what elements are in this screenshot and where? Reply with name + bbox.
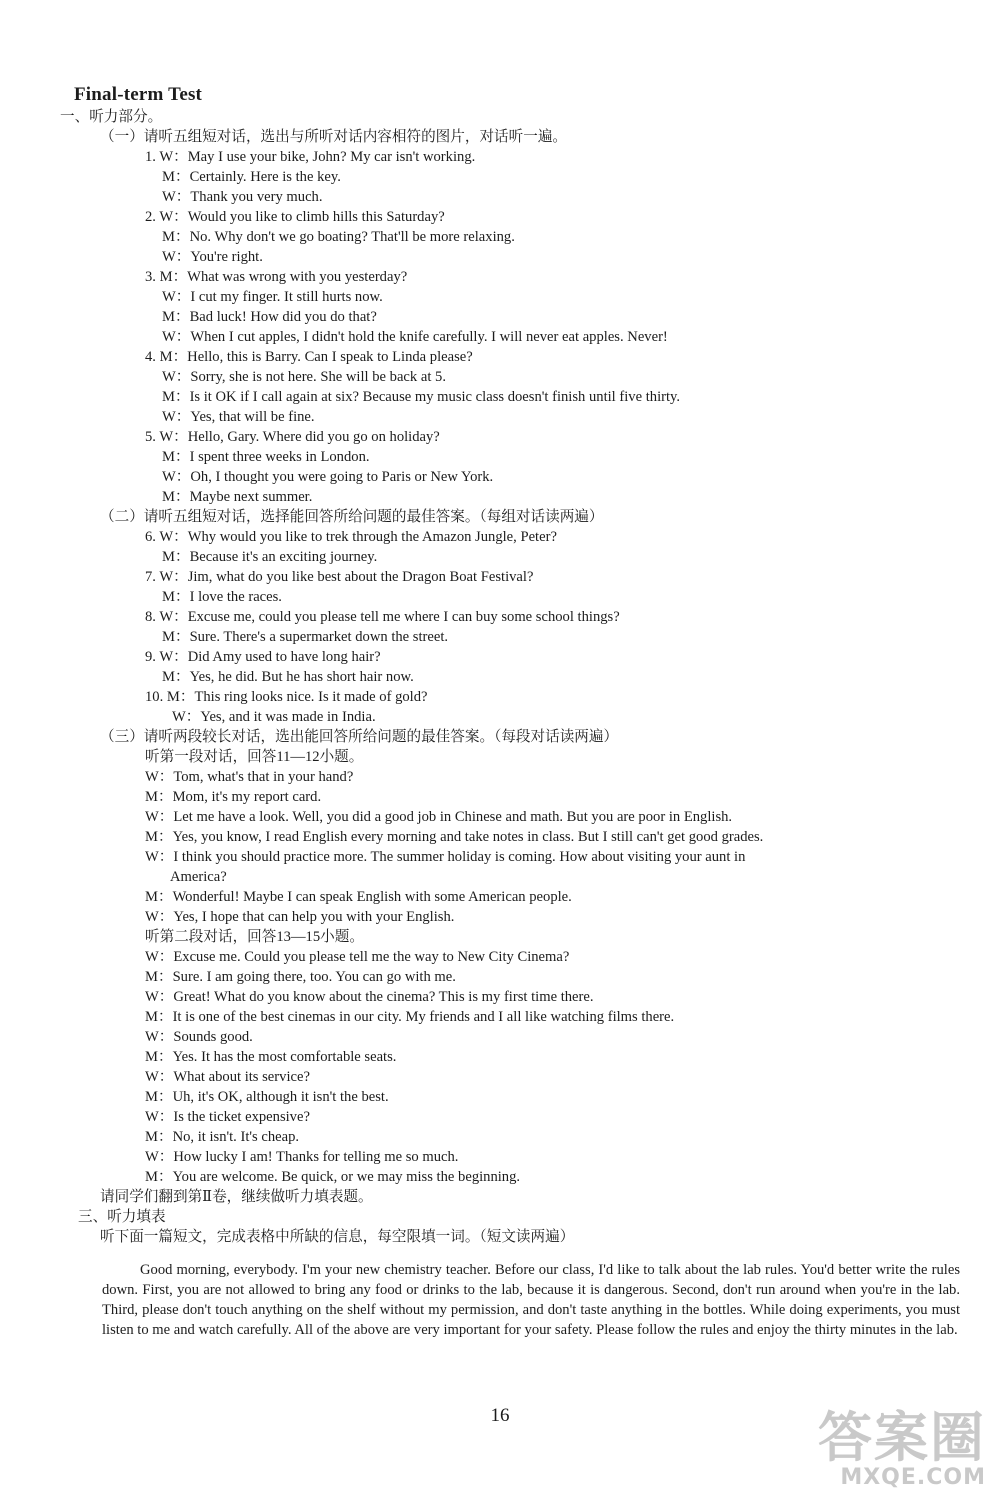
text-line: M：Sure. I am going there, too. You can go with me.: [145, 969, 456, 985]
text-line: M：Is it OK if I call again at six? Because my music class doesn't finish until five thirty.: [162, 389, 681, 405]
text-line: M：Uh, it's OK, although it isn't the best.: [145, 1089, 389, 1105]
text-line: M：It is one of the best cinemas in our city. My friends and I all like watching films there.: [145, 1009, 675, 1025]
watermark-main: 答案圈: [818, 1406, 986, 1469]
text-line: M：Wonderful! Maybe I can speak English with some American people.: [145, 889, 572, 905]
text-line: M：I spent three weeks in London.: [162, 449, 370, 465]
watermark-sub: MXQE.COM: [840, 1465, 986, 1490]
text-line: America?: [170, 869, 227, 885]
text-line: M：Yes, you know, I read English every morning and take notes in class. But I still can't get good grades.: [145, 829, 764, 845]
text-line: M：Sure. There's a supermarket down the street.: [162, 629, 449, 645]
text-line: 9. W：Did Amy used to have long hair?: [145, 649, 381, 665]
text-line: W：Is the ticket expensive?: [145, 1109, 310, 1125]
text-line: 三、听力填表: [78, 1209, 166, 1225]
text-line: W：How lucky I am! Thanks for telling me so much.: [145, 1149, 459, 1165]
text-line: W：Let me have a look. Well, you did a good job in Chinese and math. But you are poor in English.: [145, 809, 733, 825]
text-line: M：Because it's an exciting journey.: [162, 549, 378, 565]
text-line: 一、听力部分。: [60, 109, 163, 125]
text-line: 10. M：This ring looks nice. Is it made of gold?: [145, 689, 428, 705]
text-line: W：Sorry, she is not here. She will be back at 5.: [162, 369, 446, 385]
text-line: W：When I cut apples, I didn't hold the knife carefully. I will never eat apples. Never!: [162, 329, 668, 345]
page-number: 16: [490, 1405, 510, 1426]
text-line: W：Yes, that will be fine.: [162, 409, 315, 425]
text-line: 请同学们翻到第Ⅱ卷，继续做听力填表题。: [100, 1189, 373, 1205]
text-line: 1. W：May I use your bike, John? My car isn't working.: [145, 149, 476, 165]
text-line: M：Bad luck! How did you do that?: [162, 309, 377, 325]
text-line: 4. M：Hello, this is Barry. Can I speak to Linda please?: [145, 349, 473, 365]
text-line: 听第一段对话，回答11—12小题。: [145, 749, 364, 765]
text-line: （三）请听两段较长对话，选出能回答所给问题的最佳答案。（每段对话读两遍）: [100, 729, 619, 745]
text-line: 听第二段对话，回答13—15小题。: [145, 929, 364, 945]
text-line: M：Mom, it's my report card.: [145, 789, 322, 805]
text-line: M：Maybe next summer.: [162, 489, 313, 505]
text-line: W：What about its service?: [145, 1069, 310, 1085]
text-line: （二）请听五组短对话，选择能回答所给问题的最佳答案。（每组对话读两遍）: [100, 509, 604, 525]
text-line: 6. W：Why would you like to trek through the Amazon Jungle, Peter?: [145, 529, 557, 545]
text-line: M：Certainly. Here is the key.: [162, 169, 341, 185]
text-line: W：Tom, what's that in your hand?: [145, 769, 354, 785]
text-line: 听下面一篇短文，完成表格中所缺的信息，每空限填一词。（短文读两遍）: [100, 1229, 575, 1245]
passage-paragraph: Good morning, everybody. I'm your new chemistry teacher. Before our class, I'd like to talk about the lab rules. You'd better write the rules down. First, you are not allowed to bring any food or drinks to the lab, because it is dangerous. Second, don't run around when you're in the lab. Third, please don't touch anything on the shelf without my permission, and don't taste anything in the bottles. While doing experiments, you must listen to me and watch carefully. All of the above are very important for your safety. Please follow the rules and enjoy the thirty minutes in the lab.: [102, 1262, 960, 1338]
text-line: M：Yes. It has the most comfortable seats.: [145, 1049, 397, 1065]
text-line: M：No. Why don't we go boating? That'll be more relaxing.: [162, 229, 515, 245]
text-line: W：Yes, I hope that can help you with your English.: [145, 909, 455, 925]
text-line: 8. W：Excuse me, could you please tell me where I can buy some school things?: [145, 609, 620, 625]
text-line: W：Yes, and it was made in India.: [172, 709, 376, 725]
text-line: 5. W：Hello, Gary. Where did you go on holiday?: [145, 429, 440, 445]
text-line: （一）请听五组短对话，选出与所听对话内容相符的图片，对话听一遍。: [100, 129, 568, 145]
watermark-logo: [818, 1406, 986, 1490]
text-line: 2. W：Would you like to climb hills this Saturday?: [145, 209, 445, 225]
text-line: M：No, it isn't. It's cheap.: [145, 1129, 300, 1145]
text-line: W：Excuse me. Could you please tell me the way to New City Cinema?: [145, 949, 570, 965]
text-line: W：You're right.: [162, 249, 263, 265]
text-line: M：You are welcome. Be quick, or we may miss the beginning.: [145, 1169, 521, 1185]
text-line: W：Oh, I thought you were going to Paris or New York.: [162, 469, 494, 485]
text-line: W：Great! What do you know about the cinema? This is my first time there.: [145, 989, 594, 1005]
text-line: M：I love the races.: [162, 589, 282, 605]
text-line: W：I cut my finger. It still hurts now.: [162, 289, 383, 305]
text-line: 3. M：What was wrong with you yesterday?: [145, 269, 408, 285]
text-line: M：Yes, he did. But he has short hair now.: [162, 669, 414, 685]
text-line: 7. W：Jim, what do you like best about the Dragon Boat Festival?: [145, 569, 534, 585]
text-line: W：Thank you very much.: [162, 189, 323, 205]
text-line: W：I think you should practice more. The summer holiday is coming. How about visiting your aunt in: [145, 849, 746, 865]
page-title: Final-term Test: [74, 84, 203, 105]
text-line: W：Sounds good.: [145, 1029, 253, 1045]
